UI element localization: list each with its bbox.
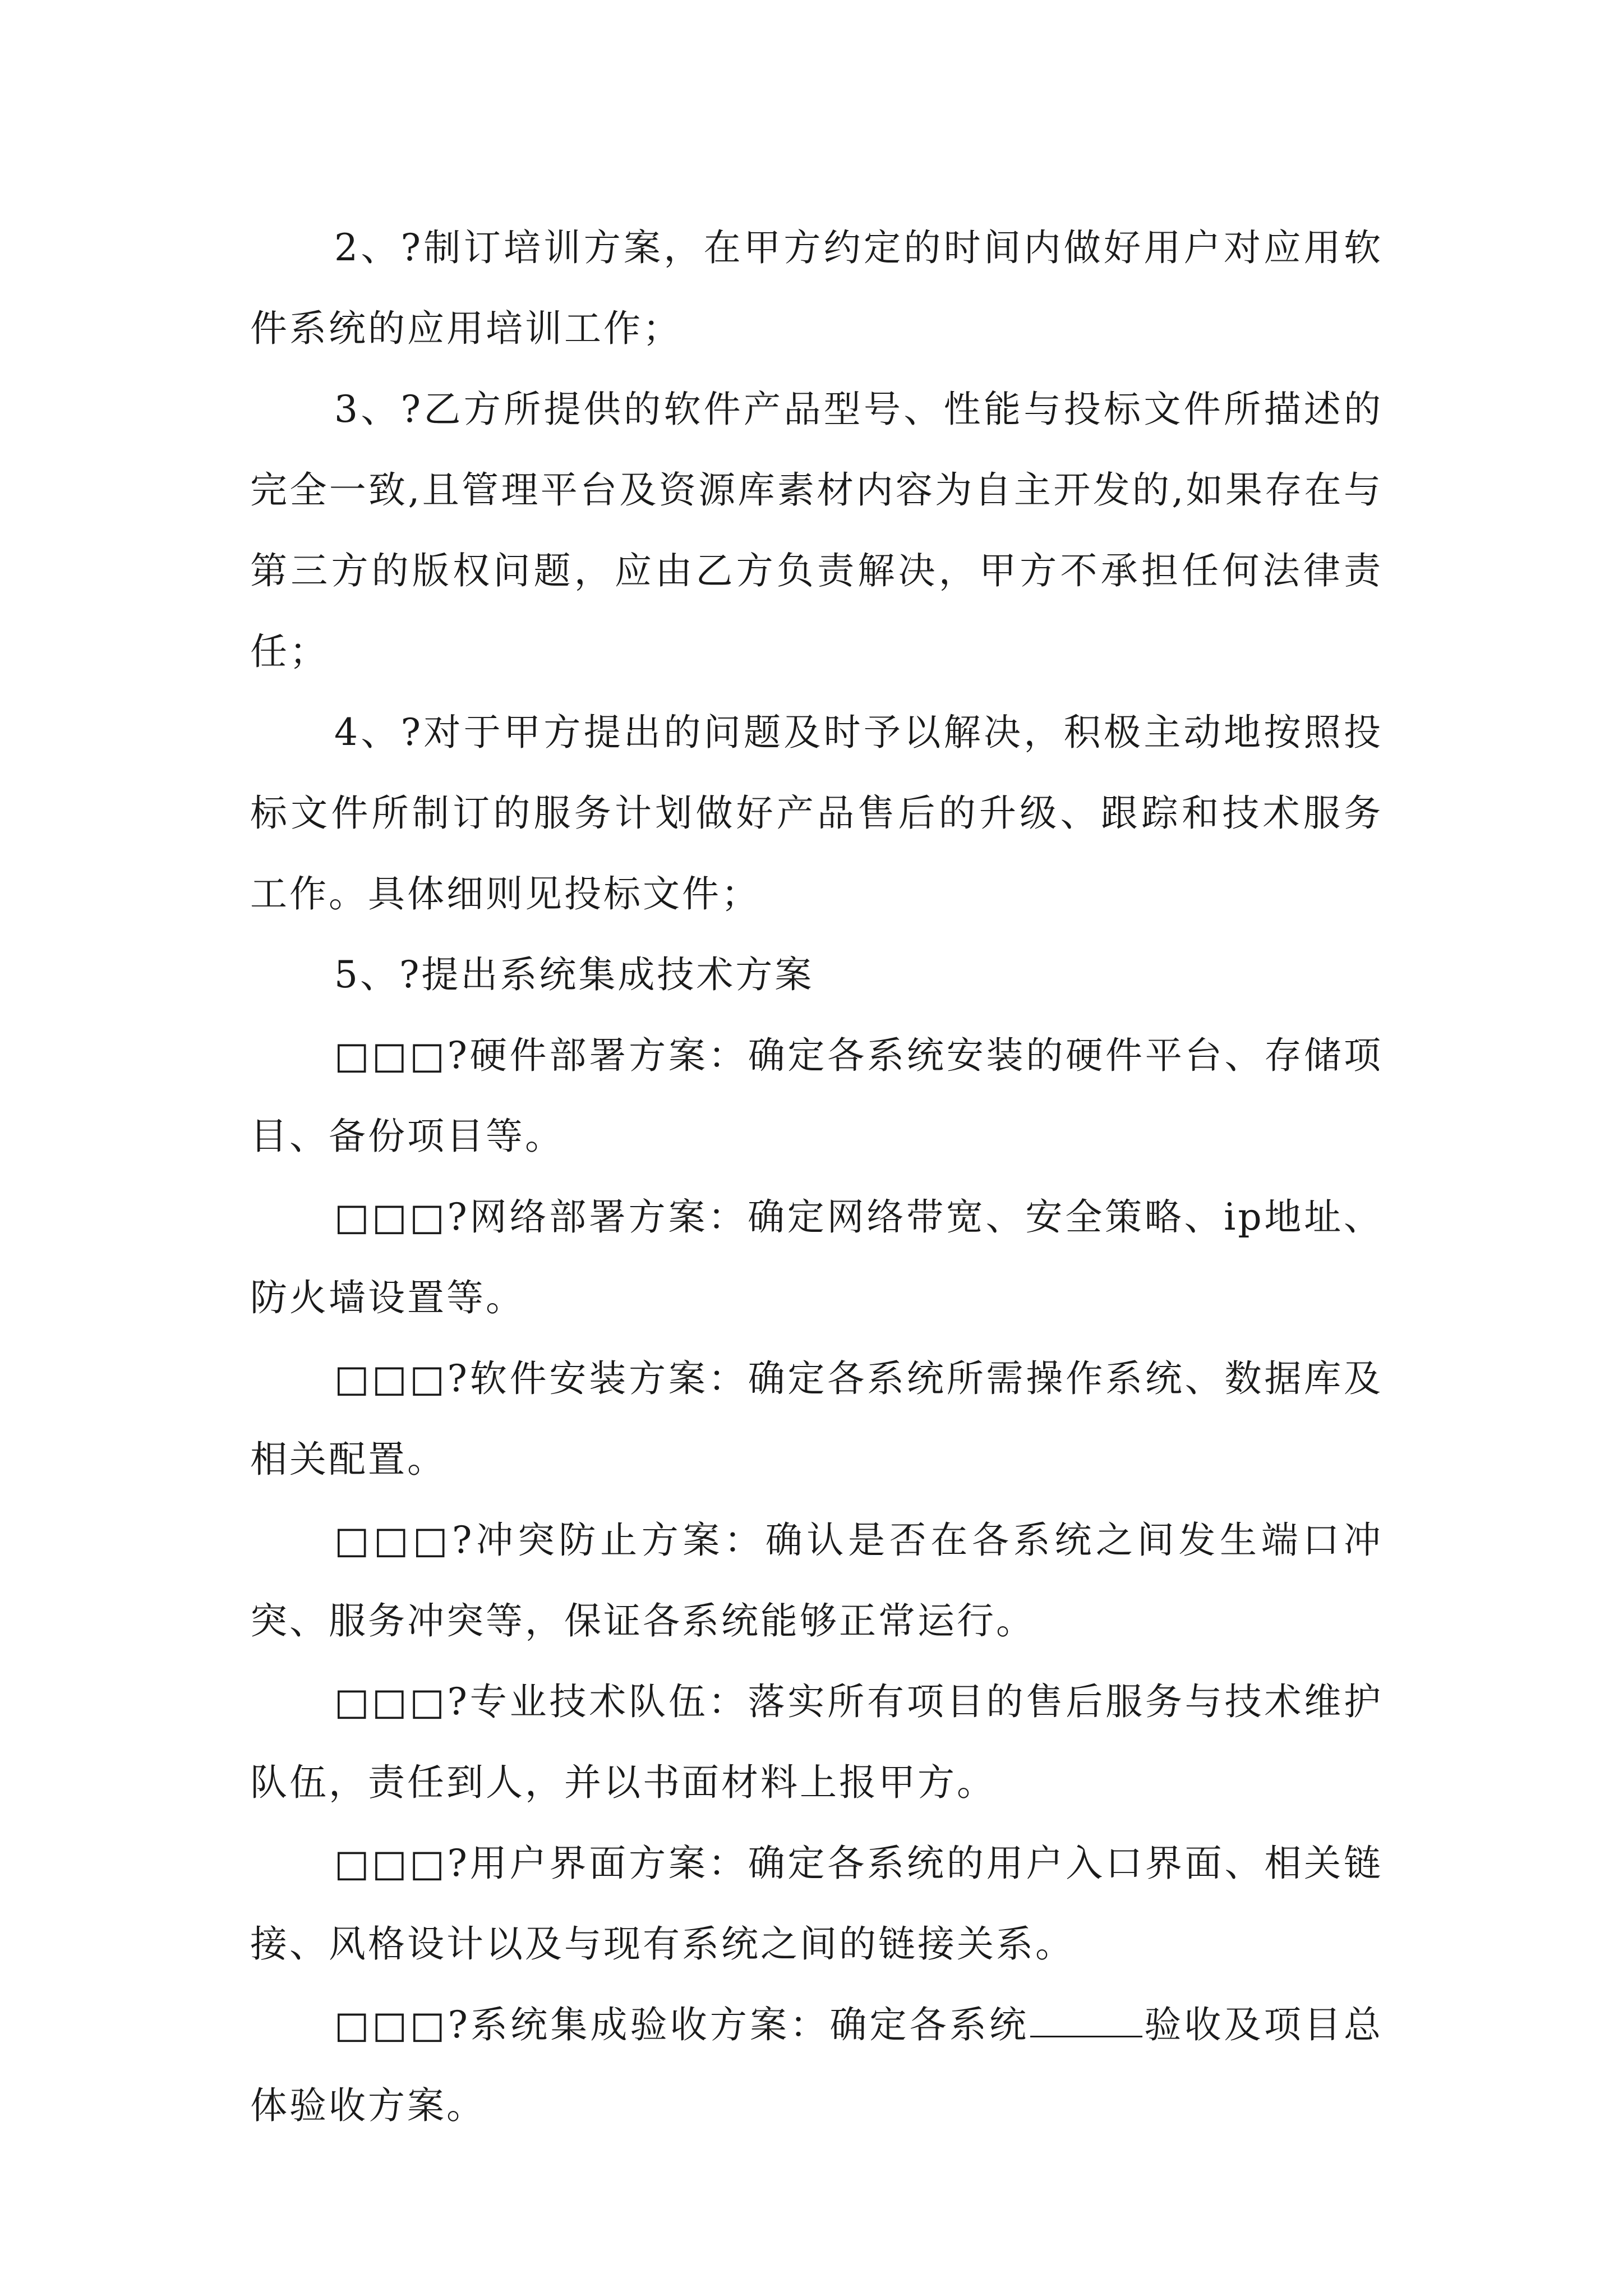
paragraph-item-2: 2、?制订培训方案，在甲方约定的时间内做好用户对应用软件系统的应用培训工作； [250, 226, 1383, 350]
paragraph-hardware-deployment: □□□?硬件部署方案：确定各系统安装的硬件平台、存储项目、备份项目等。 [250, 1034, 1383, 1158]
acceptance-text-before: □□□?系统集成验收方案：确定各系统 [334, 2003, 1030, 2046]
paragraph-technical-team: □□□?专业技术队伍：落实所有项目的售后服务与技术维护队伍，责任到人，并以书面材料上报甲方。 [250, 1680, 1383, 1804]
paragraph-item-3: 3、?乙方所提供的软件产品型号、性能与投标文件所描述的完全一致,且管理平台及资源库素材内容为自主开发的,如果存在与第三方的版权问题，应由乙方负责解决，甲方不承担任何法律责任； [250, 388, 1383, 673]
document-body [250, 208, 1383, 2146]
fill-in-blank [1030, 2000, 1142, 2037]
paragraph-software-installation: □□□?软件安装方案：确定各系统所需操作系统、数据库及相关配置。 [250, 1357, 1383, 1481]
paragraph-conflict-prevention: □□□?冲突防止方案：确认是否在各系统之间发生端口冲突、服务冲突等，保证各系统能够正常运行。 [250, 1519, 1383, 1642]
paragraph-item-5: 5、?提出系统集成技术方案 [334, 953, 814, 996]
paragraph-item-4: 4、?对于甲方提出的问题及时予以解决，积极主动地按照投标文件所制订的服务计划做好产品售后的升级、跟踪和技术服务工作。具体细则见投标文件； [250, 711, 1383, 915]
paragraph-integration-acceptance [250, 1985, 1383, 2146]
paragraph-network-deployment: □□□?网络部署方案：确定网络带宽、安全策略、ip地址、防火墙设置等。 [250, 1195, 1383, 1319]
acceptance-text-after: 验收及项目总体验收方案。 [250, 2003, 1383, 2127]
paragraph-user-interface: □□□?用户界面方案：确定各系统的用户入口界面、相关链接、风格设计以及与现有系统之间的链接关系。 [250, 1842, 1383, 1966]
